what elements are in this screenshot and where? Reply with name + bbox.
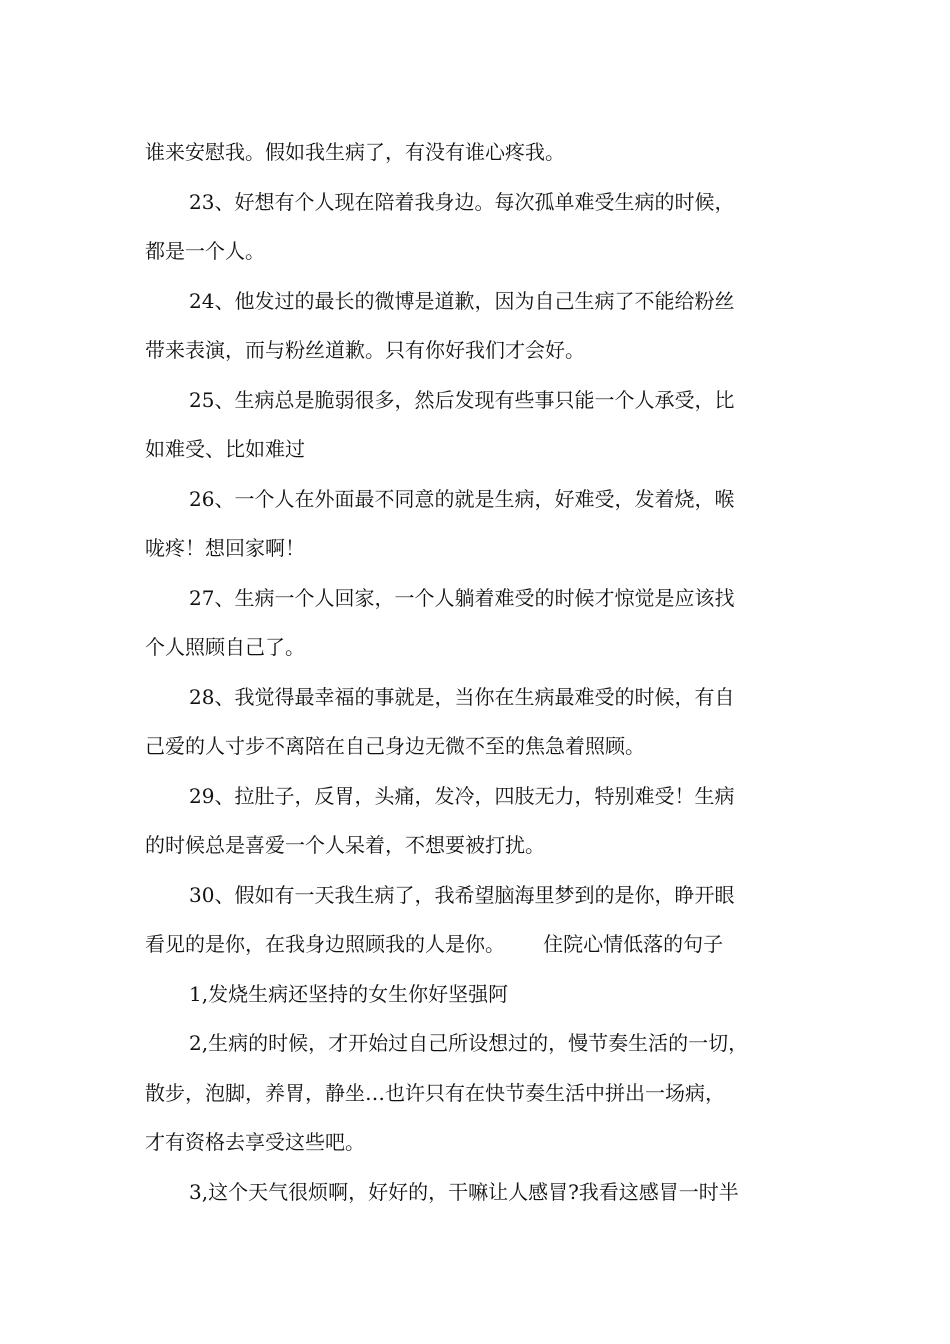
text-line: 如难受、比如难过 xyxy=(145,437,305,461)
text-line: 都是一个人。 xyxy=(145,239,265,263)
paragraph xyxy=(145,1019,815,1168)
text-line: 27、生病一个人回家，一个人躺着难受的时候才惊觉是应该找 xyxy=(189,585,735,610)
paragraph xyxy=(145,673,815,772)
text-line: 个人照顾自己了。 xyxy=(145,635,305,659)
text-line: 的时候总是喜爱一个人呆着，不想要被打扰。 xyxy=(145,833,545,857)
text-line: 咙疼！想回家啊！ xyxy=(145,536,305,560)
text-line: 谁来安慰我。假如我生病了，有没有谁心疼我。 xyxy=(145,140,565,164)
text-line: 3,这个天气很烦啊，好好的，干嘛让人感冒?我看这感冒一时半 xyxy=(189,1179,739,1204)
text-line: 2,生病的时候，才开始过自己所设想过的，慢节奏生活的一切， xyxy=(189,1031,749,1055)
text-line: 己爱的人寸步不离陪在自己身边无微不至的焦急着照顾。 xyxy=(145,734,645,758)
paragraph xyxy=(145,871,815,970)
text-line: 散步，泡脚，养胃，静坐…也许只有在快节奏生活中拼出一场病， xyxy=(145,1080,725,1105)
text-line: 23、好想有个人现在陪着我身边。每次孤单难受生病的时候， xyxy=(189,189,735,214)
text-line: 29、拉肚子，反胃，头痛，发冷，四肢无力，特别难受！生病 xyxy=(189,783,735,808)
text-line: 1,发烧生病还坚持的女生你好坚强阿 xyxy=(189,981,509,1006)
document-body xyxy=(145,128,815,1217)
text-line: 25、生病总是脆弱很多，然后发现有些事只能一个人承受，比 xyxy=(189,387,735,412)
paragraph xyxy=(145,376,815,475)
paragraph xyxy=(145,970,815,1020)
text-line: 才有资格去享受这些吧。 xyxy=(145,1130,365,1154)
text-line: 30、假如有一天我生病了，我希望脑海里梦到的是你，睁开眼 xyxy=(189,882,735,907)
paragraph xyxy=(145,475,815,574)
paragraph xyxy=(145,1168,815,1218)
paragraph xyxy=(145,277,815,376)
text-line: 24、他发过的最长的微博是道歉，因为自己生病了不能给粉丝 xyxy=(189,288,735,313)
paragraph xyxy=(145,178,815,277)
paragraph xyxy=(145,772,815,871)
text-line: 26、一个人在外面最不同意的就是生病，好难受，发着烧，喉 xyxy=(189,486,735,511)
paragraph xyxy=(145,128,815,178)
text-line: 带来表演，而与粉丝道歉。只有你好我们才会好。 xyxy=(145,338,585,362)
text-line: 28、我觉得最幸福的事就是，当你在生病最难受的时候，有自 xyxy=(189,684,735,709)
text-line: 看见的是你，在我身边照顾我的人是你。 住院心情低落的句子 xyxy=(145,932,724,956)
paragraph xyxy=(145,574,815,673)
